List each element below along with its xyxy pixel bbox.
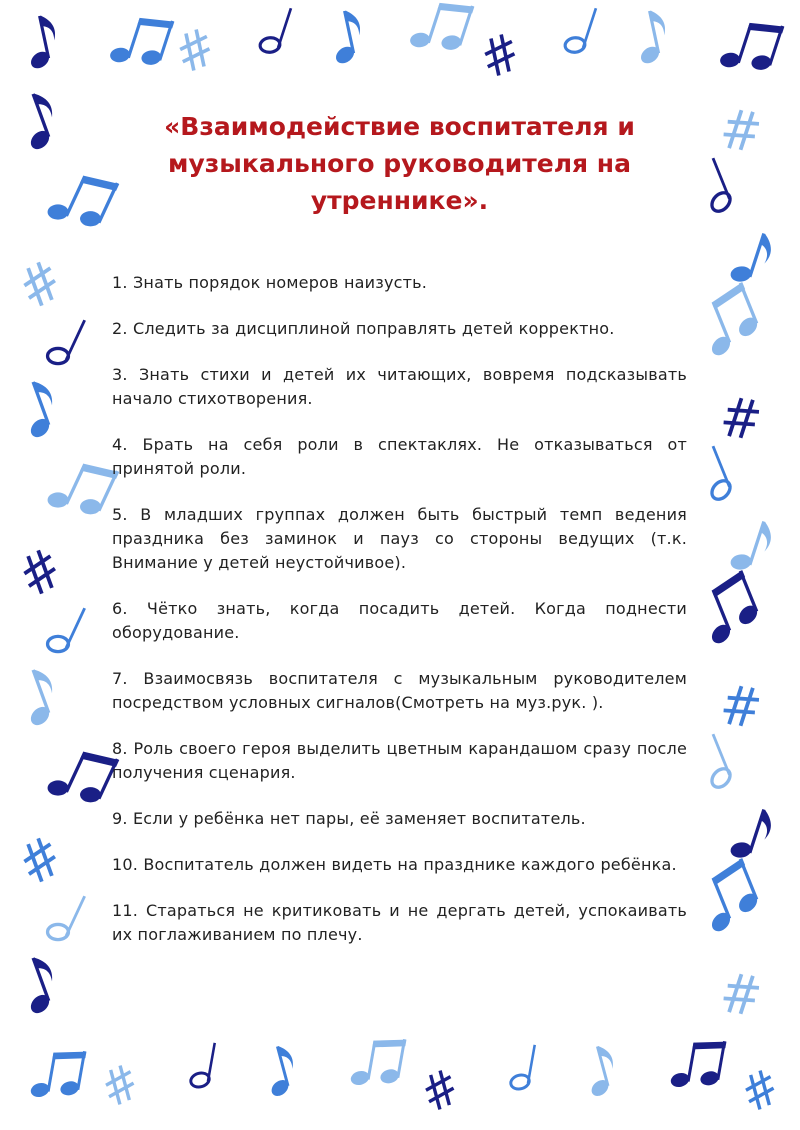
- music-note-icon: [720, 681, 762, 730]
- list-item: 6. Чётко знать, когда посадить детей. Когда поднести оборудование.: [112, 599, 687, 642]
- music-note-icon: [258, 1044, 301, 1101]
- music-note-icon: [42, 311, 88, 372]
- list-item: 4. Брать на себя роли в спектаклях. Не отказываться от принятой роли.: [112, 435, 687, 478]
- list-item: 9. Если у ребёнка нет пары, её заменяет воспитатель.: [112, 809, 586, 828]
- music-note-icon: [578, 1044, 621, 1101]
- list-item: 1. Знать порядок номеров наизусть.: [112, 273, 428, 292]
- music-note-icon: [19, 835, 62, 885]
- music-note-icon: [324, 8, 367, 67]
- music-note-icon: [42, 448, 121, 529]
- music-note-icon: [42, 736, 121, 817]
- music-note-icon: [715, 10, 785, 83]
- music-note-icon: [690, 858, 767, 938]
- music-note-icon: [720, 105, 762, 154]
- music-note-icon: [690, 282, 767, 362]
- list-item: 10. Воспитатель должен видеть на празднике каждого ребёнка.: [112, 855, 677, 874]
- music-note-icon: [19, 259, 62, 309]
- music-note-icon: [629, 8, 672, 67]
- document-body: [112, 108, 687, 969]
- list-item: 3. Знать стихи и детей их читающих, вовремя подсказывать начало стихотворения.: [112, 365, 687, 408]
- music-note-icon: [693, 733, 737, 794]
- music-note-icon: [720, 393, 762, 442]
- music-note-icon: [187, 1040, 218, 1092]
- music-note-icon: [347, 1031, 408, 1095]
- music-note-icon: [27, 1043, 88, 1107]
- music-note-icon: [560, 2, 599, 59]
- music-note-icon: [725, 515, 775, 580]
- list-item: 8. Роль своего героя выделить цветным карандашом сразу после получения сценария.: [112, 739, 687, 782]
- music-note-icon: [42, 887, 88, 948]
- music-note-icon: [693, 157, 737, 218]
- music-note-icon: [422, 1068, 458, 1111]
- music-note-icon: [255, 2, 294, 59]
- music-note-icon: [507, 1042, 538, 1094]
- music-note-icon: [19, 547, 62, 597]
- music-note-icon: [19, 13, 62, 72]
- music-note-icon: [12, 666, 64, 731]
- music-note-icon: [102, 1063, 138, 1106]
- list-item: 7. Взаимосвязь воспитателя с музыкальным руководителем посредством условных сигналов(Смотреть на муз.рук. ).: [112, 669, 687, 712]
- music-note-icon: [405, 0, 475, 63]
- music-note-icon: [720, 969, 762, 1018]
- music-note-icon: [725, 227, 775, 292]
- music-note-icon: [667, 1033, 728, 1097]
- music-note-icon: [693, 445, 737, 506]
- list-item: 5. В младших группах должен быть быстрый темп ведения праздника без заминок и пауз со стороны ведущих (т.к. Внимание у детей неустойчивое).: [112, 505, 687, 572]
- music-note-icon: [742, 1068, 778, 1111]
- list-item: 11. Стараться не критиковать и не дергать детей, успокаивать их поглаживанием по плечу.: [112, 901, 687, 944]
- music-note-icon: [12, 954, 64, 1019]
- music-note-icon: [690, 570, 767, 650]
- music-note-icon: [12, 378, 64, 443]
- list-item: 2. Следить за дисциплиной поправлять детей корректно.: [112, 319, 615, 338]
- music-note-icon: [105, 5, 175, 78]
- music-note-icon: [42, 160, 121, 241]
- music-note-icon: [12, 90, 64, 155]
- page-title: «Взаимодействие воспитателя и музыкального руководителя на утреннике».: [164, 112, 635, 215]
- music-note-icon: [42, 599, 88, 660]
- music-note-icon: [725, 803, 775, 868]
- music-note-icon: [482, 33, 518, 78]
- music-note-icon: [177, 28, 213, 73]
